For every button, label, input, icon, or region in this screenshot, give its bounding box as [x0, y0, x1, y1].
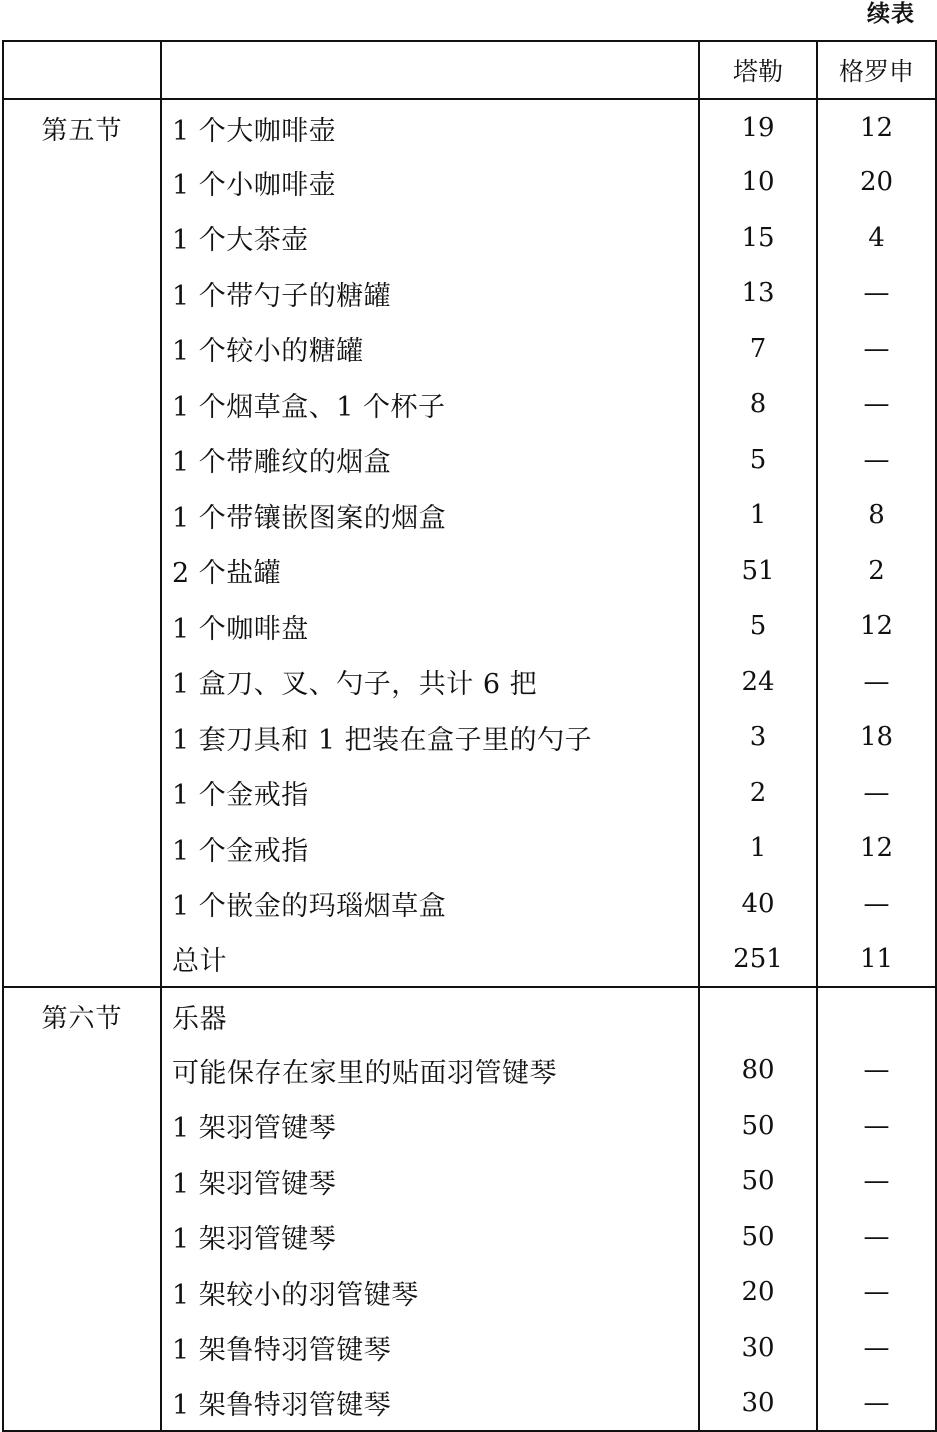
- item-cell: 1 架羽管键琴: [161, 1154, 699, 1210]
- item-cell: 1 个带雕纹的烟盒: [161, 432, 699, 488]
- groschen-cell: 20: [817, 155, 936, 211]
- groschen-cell: 8: [817, 488, 936, 544]
- groschen-cell: 12: [817, 599, 936, 655]
- groschen-cell: 2: [817, 543, 936, 599]
- taler-cell: 251: [699, 932, 817, 988]
- groschen-cell: —: [817, 321, 936, 377]
- groschen-cell: 18: [817, 710, 936, 766]
- taler-cell: 30: [699, 1376, 817, 1432]
- table-row: [3, 99, 936, 155]
- item-cell: 1 个大茶壶: [161, 210, 699, 266]
- item-cell: 1 个嵌金的玛瑙烟草盒: [161, 876, 699, 932]
- groschen-cell: 12: [817, 99, 936, 155]
- taler-cell: 13: [699, 266, 817, 322]
- item-cell: 1 架鲁特羽管键琴: [161, 1376, 699, 1432]
- taler-cell: 15: [699, 210, 817, 266]
- groschen-cell: —: [817, 1043, 936, 1099]
- header-item-col: [161, 41, 699, 99]
- section-label: 第五节: [3, 99, 161, 987]
- taler-cell: 5: [699, 599, 817, 655]
- item-cell: 乐器: [161, 987, 699, 1043]
- groschen-cell: —: [817, 266, 936, 322]
- item-cell: 1 个较小的糖罐: [161, 321, 699, 377]
- item-cell: 1 个带镶嵌图案的烟盒: [161, 488, 699, 544]
- item-cell: 1 盒刀、叉、勺子，共计 6 把: [161, 654, 699, 710]
- taler-cell: 7: [699, 321, 817, 377]
- taler-cell: 19: [699, 99, 817, 155]
- section-label: 第六节: [3, 987, 161, 1431]
- inventory-table: [2, 40, 937, 1432]
- groschen-cell: —: [817, 432, 936, 488]
- header-section-col: [3, 41, 161, 99]
- header-taler-col: 塔勒: [699, 41, 817, 99]
- taler-cell: 1: [699, 821, 817, 877]
- taler-cell: 40: [699, 876, 817, 932]
- item-cell: 1 个金戒指: [161, 765, 699, 821]
- taler-cell: 2: [699, 765, 817, 821]
- continued-label: 续表: [867, 1, 915, 27]
- groschen-cell: —: [817, 1098, 936, 1154]
- groschen-cell: —: [817, 1376, 936, 1432]
- groschen-cell: —: [817, 1320, 936, 1376]
- groschen-cell: —: [817, 876, 936, 932]
- taler-cell: 24: [699, 654, 817, 710]
- taler-cell: 5: [699, 432, 817, 488]
- taler-cell: 1: [699, 488, 817, 544]
- groschen-cell: 4: [817, 210, 936, 266]
- item-cell: 1 架较小的羽管键琴: [161, 1265, 699, 1321]
- taler-cell: 10: [699, 155, 817, 211]
- taler-cell: 50: [699, 1209, 817, 1265]
- section-6: [3, 987, 936, 1431]
- groschen-cell: —: [817, 1265, 936, 1321]
- item-cell: 2 个盐罐: [161, 543, 699, 599]
- taler-cell: 30: [699, 1320, 817, 1376]
- item-cell: 1 个金戒指: [161, 821, 699, 877]
- item-cell: 1 个大咖啡壶: [161, 99, 699, 155]
- taler-cell: 8: [699, 377, 817, 433]
- item-cell: 1 个带勺子的糖罐: [161, 266, 699, 322]
- table-row: [3, 987, 936, 1043]
- section-5: [3, 99, 936, 987]
- groschen-cell: 11: [817, 932, 936, 988]
- groschen-cell: 12: [817, 821, 936, 877]
- item-cell: 1 套刀具和 1 把装在盒子里的勺子: [161, 710, 699, 766]
- taler-cell: 50: [699, 1154, 817, 1210]
- item-cell: 可能保存在家里的贴面羽管键琴: [161, 1043, 699, 1099]
- item-cell: 1 个烟草盒、1 个杯子: [161, 377, 699, 433]
- item-cell: 总计: [161, 932, 699, 988]
- groschen-cell: —: [817, 1154, 936, 1210]
- item-cell: 1 个小咖啡壶: [161, 155, 699, 211]
- taler-cell: [699, 987, 817, 1043]
- groschen-cell: —: [817, 765, 936, 821]
- taler-cell: 20: [699, 1265, 817, 1321]
- groschen-cell: —: [817, 654, 936, 710]
- taler-cell: 51: [699, 543, 817, 599]
- groschen-cell: [817, 987, 936, 1043]
- item-cell: 1 个咖啡盘: [161, 599, 699, 655]
- item-cell: 1 架羽管键琴: [161, 1098, 699, 1154]
- groschen-cell: —: [817, 1209, 936, 1265]
- taler-cell: 3: [699, 710, 817, 766]
- taler-cell: 80: [699, 1043, 817, 1099]
- taler-cell: 50: [699, 1098, 817, 1154]
- header-groschen-col: 格罗申: [817, 41, 936, 99]
- table-header: [3, 41, 936, 99]
- item-cell: 1 架羽管键琴: [161, 1209, 699, 1265]
- item-cell: 1 架鲁特羽管键琴: [161, 1320, 699, 1376]
- groschen-cell: —: [817, 377, 936, 433]
